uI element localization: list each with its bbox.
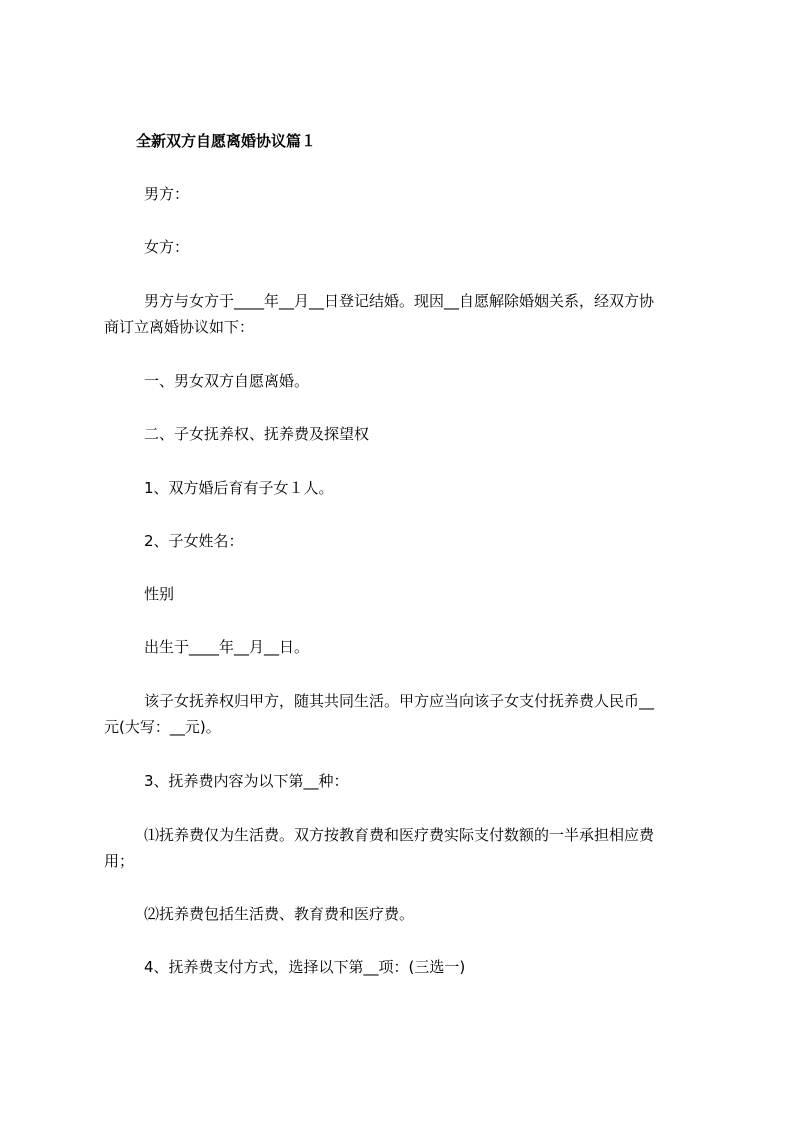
custody-paragraph bbox=[104, 688, 704, 740]
subclause-2: 2、子女姓名： bbox=[144, 532, 244, 550]
option-1-line-2: 用； bbox=[104, 852, 135, 870]
intro-line-2: 商订立离婚协议如下： bbox=[104, 318, 255, 336]
option-1-paragraph bbox=[104, 822, 704, 874]
custody-line-2: 元(大写：__元)。 bbox=[104, 718, 221, 736]
option-2: ⑵抚养费包括生活费、教育费和医疗费。 bbox=[144, 905, 415, 923]
clause-2-heading: 二、子女抚养权、抚养费及探望权 bbox=[144, 425, 370, 443]
husband-line: 男方： bbox=[144, 185, 190, 203]
wife-line: 女方： bbox=[144, 238, 190, 256]
document-title: 全新双方自愿离婚协议篇１ bbox=[136, 132, 317, 150]
option-1-line-1: ⑴抚养费仅为生活费。双方按教育费和医疗费实际支付数额的一半承担相应费 bbox=[144, 826, 655, 844]
subclause-1: 1、双方婚后育有子女１人。 bbox=[144, 479, 334, 497]
subclause-4: 4、抚养费支付方式，选择以下第__项：(三选一) bbox=[144, 958, 466, 976]
intro-paragraph bbox=[104, 288, 704, 340]
clause-1: 一、男女双方自愿离婚。 bbox=[144, 372, 310, 390]
custody-line-1: 该子女抚养权归甲方，随其共同生活。甲方应当向该子女支付抚养费人民币__ bbox=[144, 692, 655, 710]
gender-line: 性别 bbox=[144, 585, 175, 603]
intro-line-1: 男方与女方于____年__月__日登记结婚。现因__自愿解除婚姻关系，经双方协 bbox=[144, 292, 655, 310]
birth-line: 出生于____年__月__日。 bbox=[144, 638, 310, 656]
subclause-3: 3、抚养费内容为以下第__种： bbox=[144, 772, 349, 790]
